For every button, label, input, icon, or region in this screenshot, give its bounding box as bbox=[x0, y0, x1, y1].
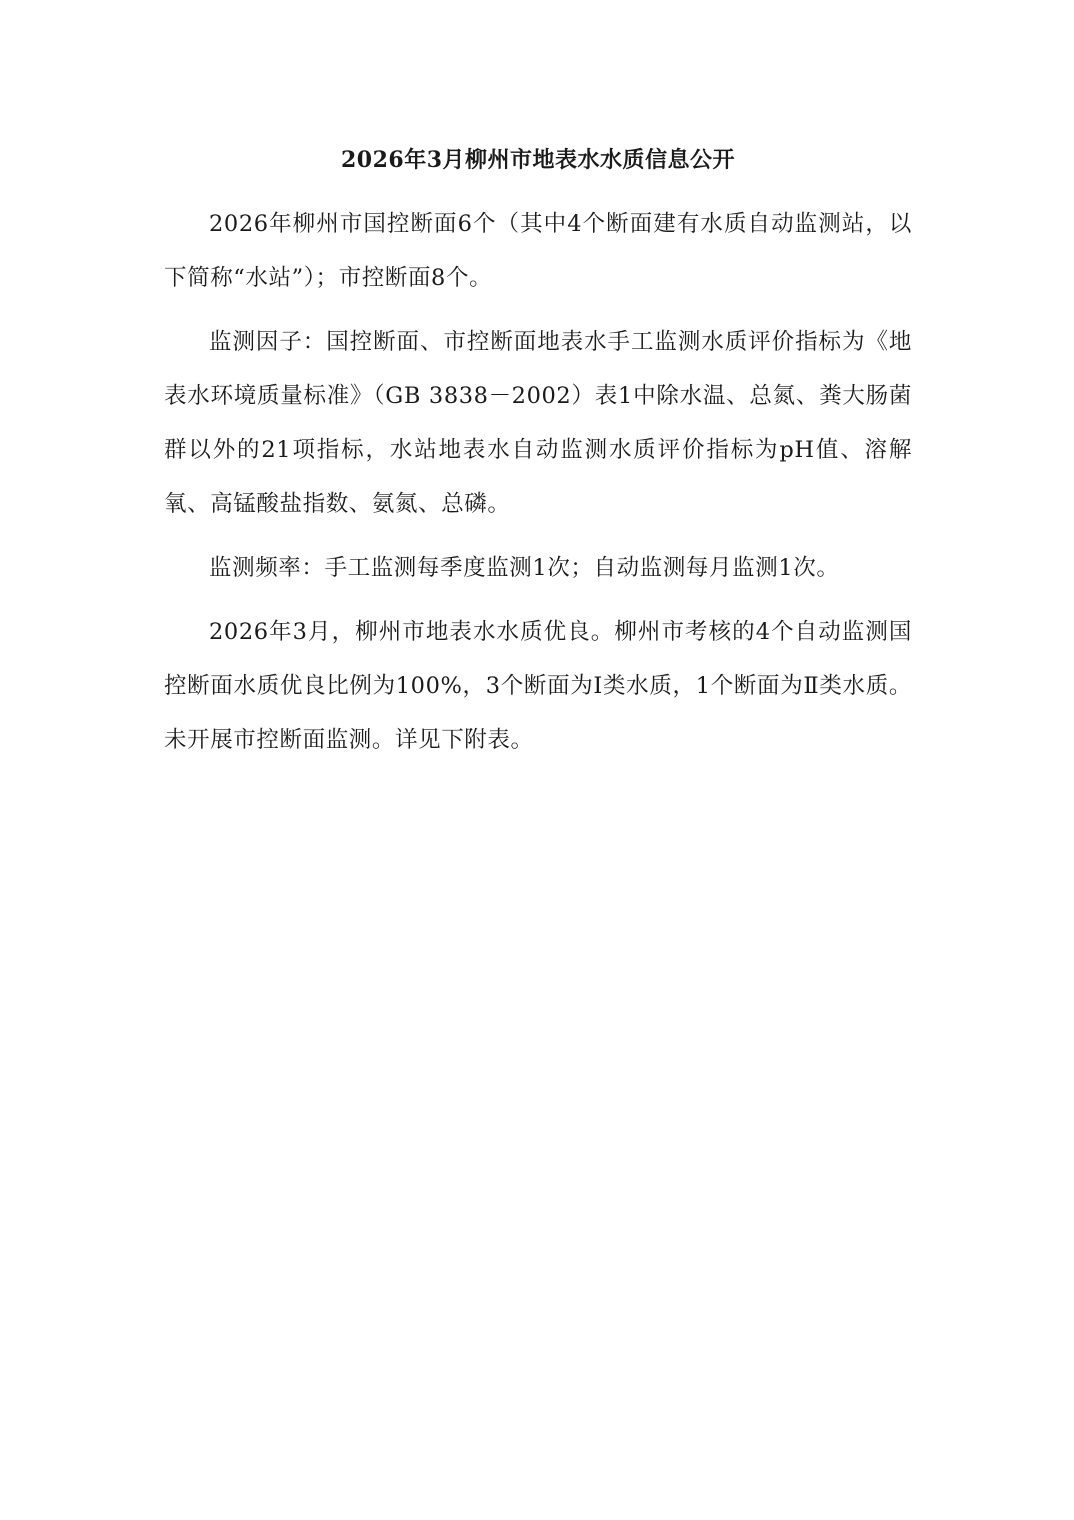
paragraph-sections-overview: 2026年柳州市国控断面6个（其中4个断面建有水质自动监测站，以下简称“水站”）；市控断面8个。 bbox=[164, 211, 912, 291]
paragraph-monitoring-frequency: 监测频率：手工监测每季度监测1次；自动监测每月监测1次。 bbox=[209, 555, 840, 581]
paragraph-monitoring-factors: 监测因子：国控断面、市控断面地表水手工监测水质评价指标为《地表水环境质量标准》（GB 3838－2002）表1中除水温、总氮、粪大肠菌群以外的21项指标，水站地表水自动监测水质评价指标为pH值、溶解氧、高锰酸盐指数、氨氮、总磷。 bbox=[164, 329, 912, 517]
document-body bbox=[164, 197, 912, 777]
paragraph-water-quality-result: 2026年3月，柳州市地表水水质优良。柳州市考核的4个自动监测国控断面水质优良比例为100%，3个断面为Ⅰ类水质，1个断面为Ⅱ类水质。未开展市控断面监测。详见下附表。 bbox=[164, 619, 912, 753]
document-title: 2026年3月柳州市地表水水质信息公开 bbox=[340, 147, 736, 173]
